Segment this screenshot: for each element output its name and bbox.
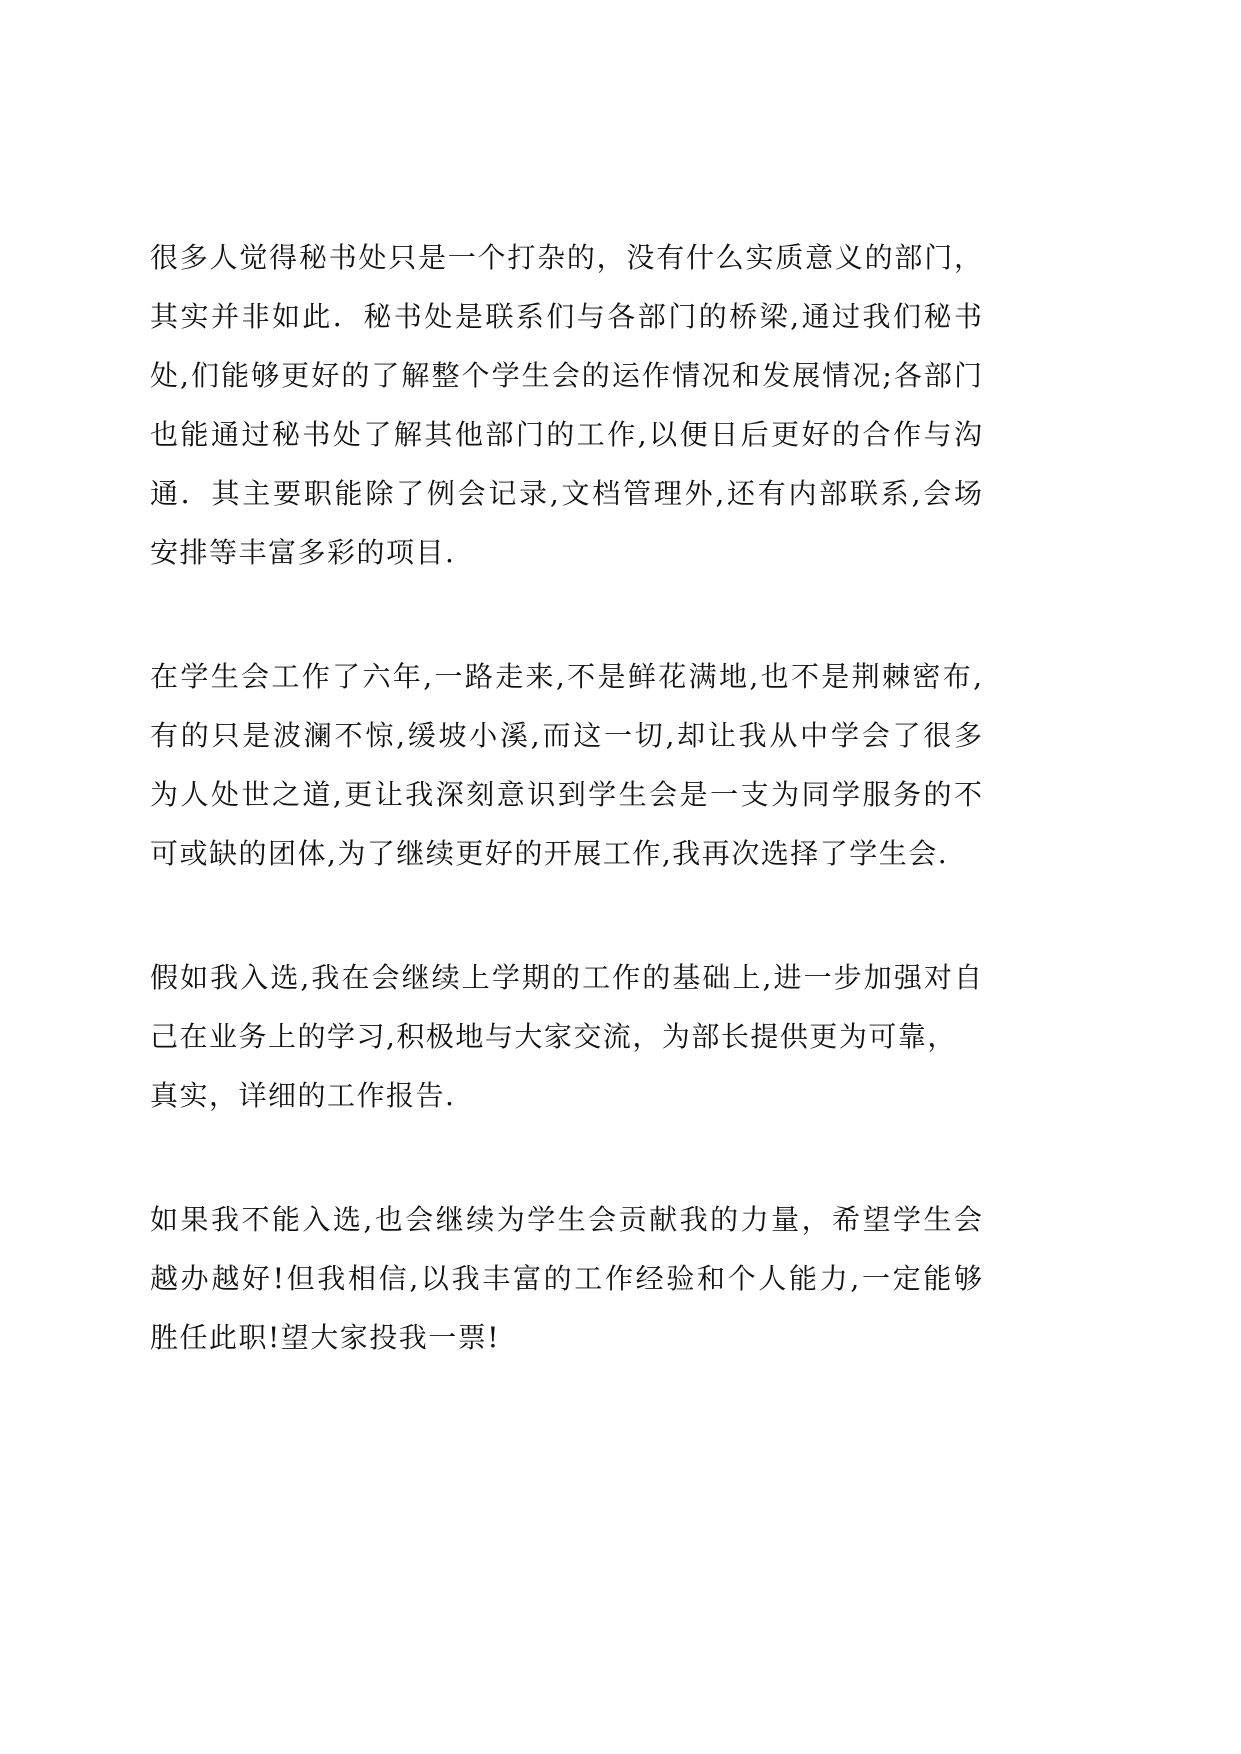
text-line: 处,们能够更好的了解整个学生会的运作情况和发展情况;各部门 — [150, 359, 982, 392]
text-line: 也能通过秘书处了解其他部门的工作,以便日后更好的合作与沟 — [150, 418, 982, 451]
text-line: 胜任此职!望大家投我一票! — [150, 1321, 501, 1354]
text-line: 为人处世之道,更让我深刻意识到学生会是一支为同学服务的不 — [150, 778, 982, 811]
text-line: 假如我入选,我在会继续上学期的工作的基础上,进一步加强对自 — [150, 961, 982, 994]
paragraph-3 — [150, 948, 982, 1125]
text-line: 越办越好!但我相信,以我丰富的工作经验和个人能力,一定能够 — [150, 1262, 982, 1295]
text-line: 可或缺的团体,为了继续更好的开展工作,我再次选择了学生会. — [150, 837, 949, 870]
text-line: 很多人觉得秘书处只是一个打杂的，没有什么实质意义的部门， — [150, 241, 982, 274]
paragraph-4 — [150, 1190, 982, 1367]
document-body — [150, 228, 982, 1432]
text-line: 安排等丰富多彩的项目. — [150, 536, 456, 569]
text-line: 己在业务上的学习,积极地与大家交流，为部长提供更为可靠， — [150, 1020, 957, 1053]
text-line: 真实，详细的工作报告. — [150, 1079, 456, 1112]
text-line: 在学生会工作了六年,一路走来,不是鲜花满地,也不是荆棘密布, — [150, 660, 982, 693]
paragraph-2 — [150, 647, 982, 883]
paragraph-1 — [150, 228, 982, 582]
text-line: 有的只是波澜不惊,缓坡小溪,而这一切,却让我从中学会了很多 — [150, 719, 982, 752]
text-line: 其实并非如此．秘书处是联系们与各部门的桥梁,通过我们秘书 — [150, 300, 982, 333]
text-line: 如果我不能入选,也会继续为学生会贡献我的力量，希望学生会 — [150, 1203, 982, 1236]
text-line: 通．其主要职能除了例会记录,文档管理外,还有内部联系,会场 — [150, 477, 982, 510]
